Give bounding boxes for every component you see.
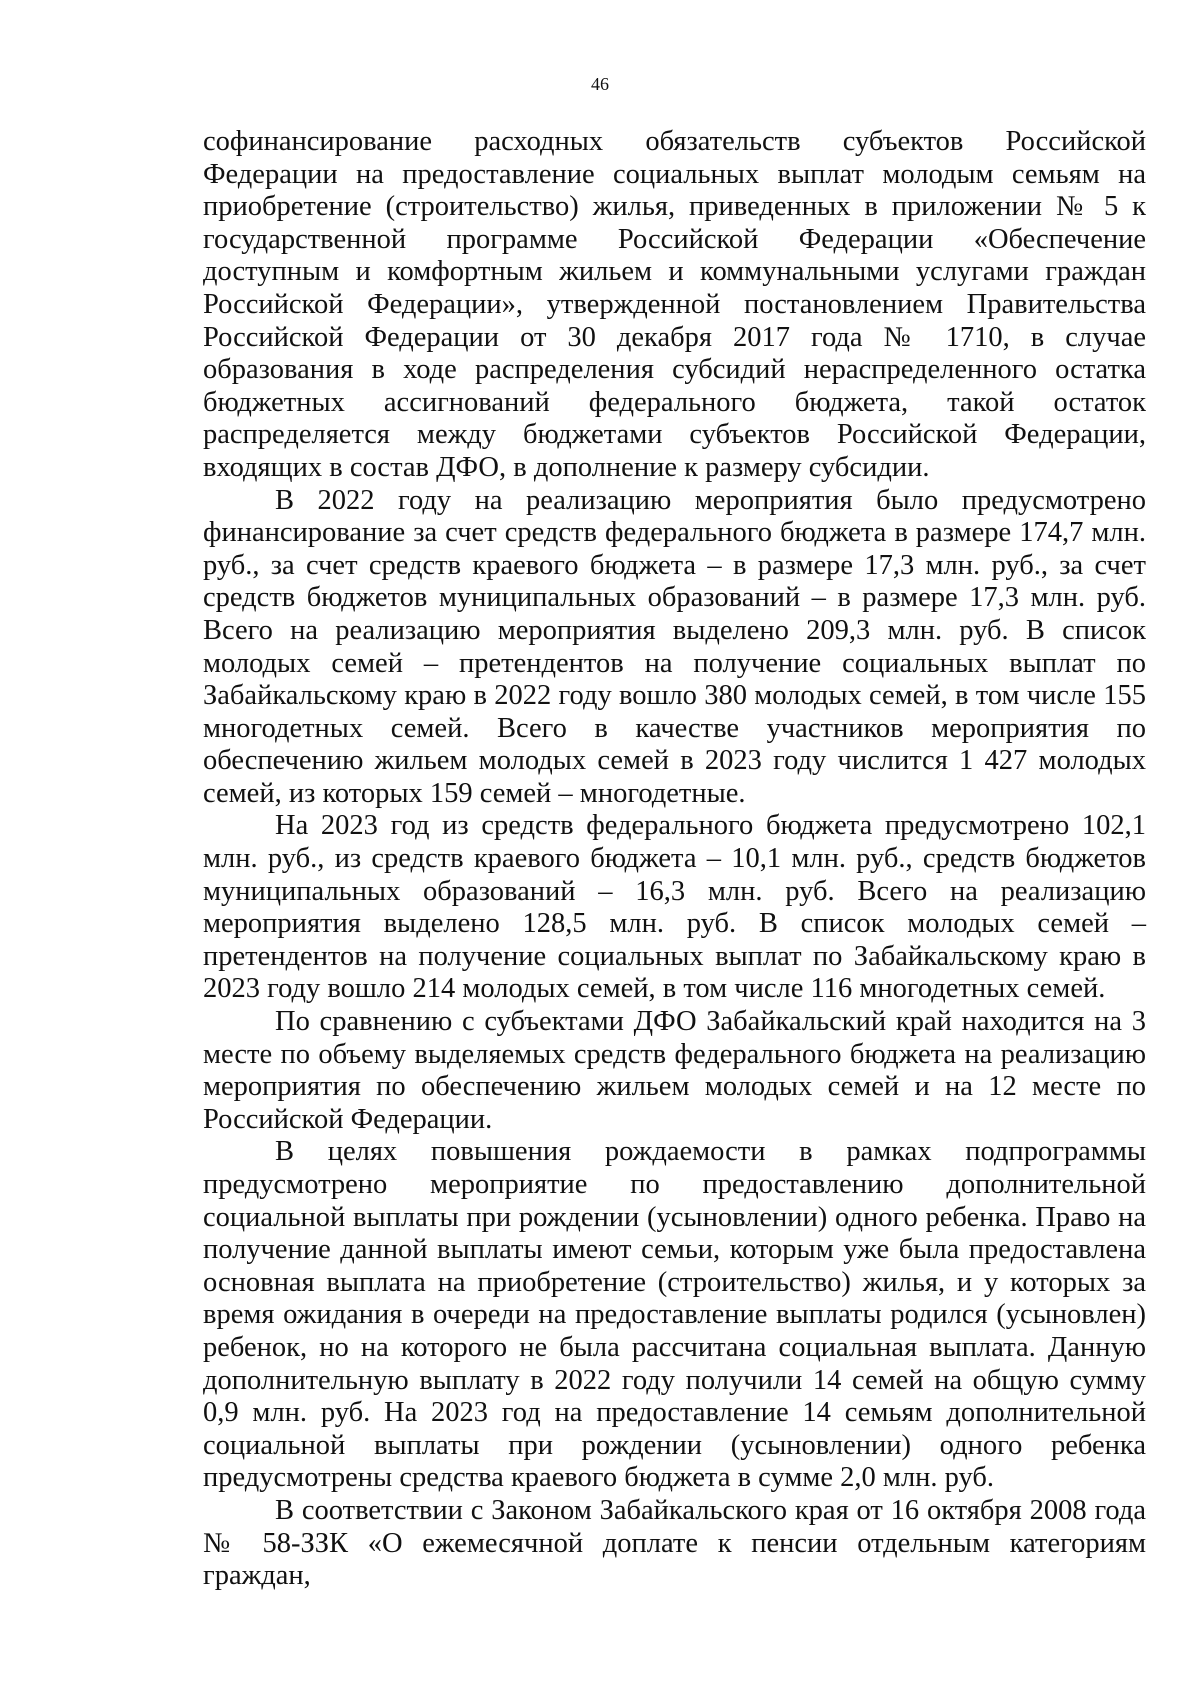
paragraph-pension-law: В соответствии с Законом Забайкальского края от 16 октября 2008 года № 58-ЗЗК «О ежемесячной доплате к пенсии отдельным категориям граждан, [203,1494,1146,1592]
paragraph-2023-funding: На 2023 год из средств федерального бюджета предусмотрено 102,1 млн. руб., из средств краевого бюджета – 10,1 млн. руб., средств бюджетов муниципальных образований – 16,3 млн. руб. Всего на реализацию мероприятия выделено 128,5 млн. руб. В список молодых семей – претендентов на получение социальных выплат по Забайкальскому краю в 2023 году вошло 214 молодых семей, в том числе 116 многодетных семей. [203,810,1146,1005]
paragraph-cofinancing: софинансирование расходных обязательств субъектов Российской Федерации на предоставление социальных выплат молодым семьям на приобретение (строительство) жилья, приведенных в приложении № 5 к государственной программе Российской Федерации «Обеспечение доступным и комфортным жильем и коммунальными услугами граждан Российской Федерации», утвержденной постановлением Правительства Российской Федерации от 30 декабря 2017 года № 1710, в случае образования в ходе распределения субсидий нераспределенного остатка бюджетных ассигнований федерального бюджета, такой остаток распределяется между бюджетами субъектов Российской Федерации, входящих в состав ДФО, в дополнение к размеру субсидии. [203,126,1146,483]
paragraph-dfo-ranking: По сравнению с субъектами ДФО Забайкальский край находится на 3 месте по объему выделяемых средств федерального бюджета на реализацию мероприятия по обеспечению жильем молодых семей и на 12 месте по Российской Федерации. [203,1006,1146,1135]
body-text [203,126,1146,1593]
paragraph-birth-payment: В целях повышения рождаемости в рамках подпрограммы предусмотрено мероприятие по предоставлению дополнительной социальной выплаты при рождении (усыновлении) одного ребенка. Право на получение данной выплаты имеют семьи, которым уже была предоставлена основная выплата на приобретение (строительство) жилья, и у которых за время ожидания в очереди на предоставление выплаты родился (усыновлен) ребенок, но на которого не была рассчитана социальная выплата. Данную дополнительную выплату в 2022 году получили 14 семей на общую сумму 0,9 млн. руб. На 2023 год на предоставление 14 семьям дополнительной социальной выплаты при рождении (усыновлении) одного ребенка предусмотрены средства краевого бюджета в сумме 2,0 млн. руб. [203,1136,1146,1494]
page-number: 46 [591,74,609,94]
paragraph-2022-funding: В 2022 году на реализацию мероприятия было предусмотрено финансирование за счет средств федерального бюджета в размере 174,7 млн. руб., за счет средств краевого бюджета – в размере 17,3 млн. руб., за счет средств бюджетов муниципальных образований – в размере 17,3 млн. руб. Всего на реализацию мероприятия выделено 209,3 млн. руб. В список молодых семей – претендентов на получение социальных выплат по Забайкальскому краю в 2022 году вошло 380 молодых семей, в том числе 155 многодетных семей. Всего в качестве участников мероприятия по обеспечению жильем молодых семей в 2023 году числится 1 427 молодых семей, из которых 159 семей – многодетные. [203,484,1146,809]
